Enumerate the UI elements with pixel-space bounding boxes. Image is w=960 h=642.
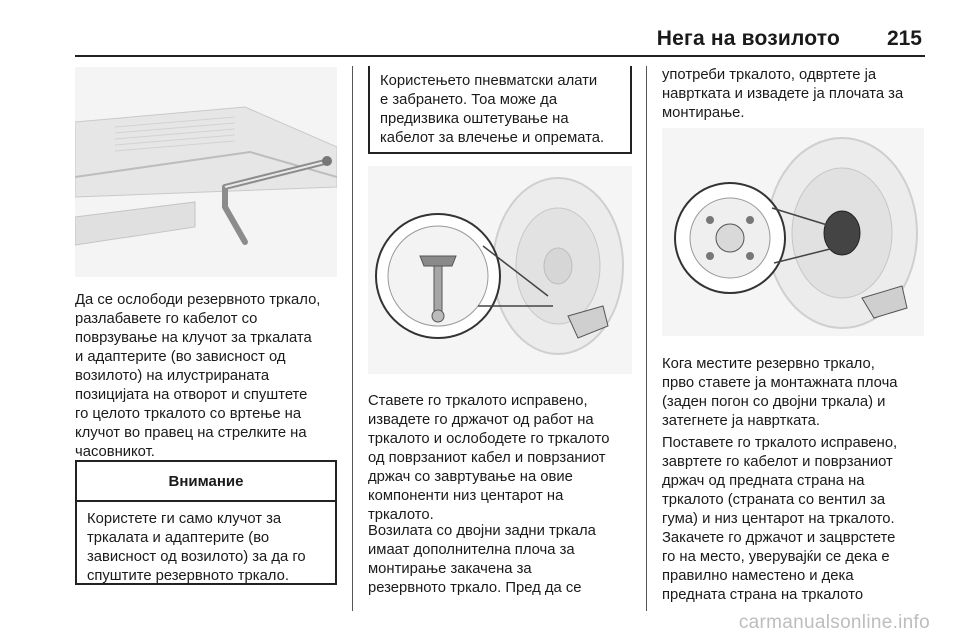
note-text: Користењето пневматски алати е забрането. Тоа може да предизвика оштетување на кабелот за влечење и опремата.: [380, 73, 605, 146]
page-number: 215: [886, 27, 922, 50]
instruction-paragraph: Возилата со двојни задни тркала имаат дополнителна плоча за монтирање закачена за резервното тркало. Пред да се: [368, 523, 596, 596]
instruction-paragraph: употреби тркалото, одвртете ја навртката и извадете ја плочата за монтирање.: [662, 67, 904, 121]
caution-box: [75, 460, 337, 585]
note-box: [368, 66, 632, 154]
instruction-paragraph: Кога местите резервно тркало, прво ставете ја монтажната плоча (заден погон со двојни тркала) и затегнете ја навртката.: [662, 356, 898, 429]
mounting-plate-illustration: [662, 128, 924, 336]
watermark: carmanualsonline.info: [738, 612, 930, 633]
instruction-paragraph: Поставете го тркалото исправено, завртете го кабелот и поврзаниот држач од предната страна на тркалото (страната со вентил за гума) и низ центарот на тркалото. Закачете го држачот и зацврстете го на место, уверувајќи се дека е правилно наместено и дека предната страна на тркалото: [662, 435, 898, 603]
column-divider: [646, 66, 647, 611]
spare-wheel-illustration: [368, 166, 632, 374]
figure-wheel-wrench: [75, 67, 337, 277]
figure-spare-wheel-holder: [368, 166, 632, 374]
caution-heading: Внимание: [77, 462, 335, 502]
figure-mounting-plate: [662, 128, 924, 336]
instruction-paragraph: Ставете го тркалото исправено, извадете го држачот од работ на тркалото и ослободете го тркалото од поврзаниот кабел и поврзаниот држач со завртување на овие компоненти низ центарот на тркалото.: [368, 393, 610, 523]
header-rule: [75, 55, 925, 57]
page-header-title: Нега на возилото: [656, 27, 840, 50]
wheel-wrench-illustration: [75, 67, 337, 277]
column-divider: [352, 66, 353, 611]
caution-text: Користете ги само клучот за тркалата и адаптерите (во зависност од возилото) за да го спуштите резервното тркало.: [87, 511, 306, 584]
instruction-paragraph: Да се ослободи резервното тркало, разлабавете го кабелот со поврзување на клучот за тркалата и адаптерите (во зависност од возилото) на илустрираната позицијата на отворот и спуштете го целото тркалото со вртење на клучот во правец на стрелките на часовникот.: [75, 292, 321, 460]
